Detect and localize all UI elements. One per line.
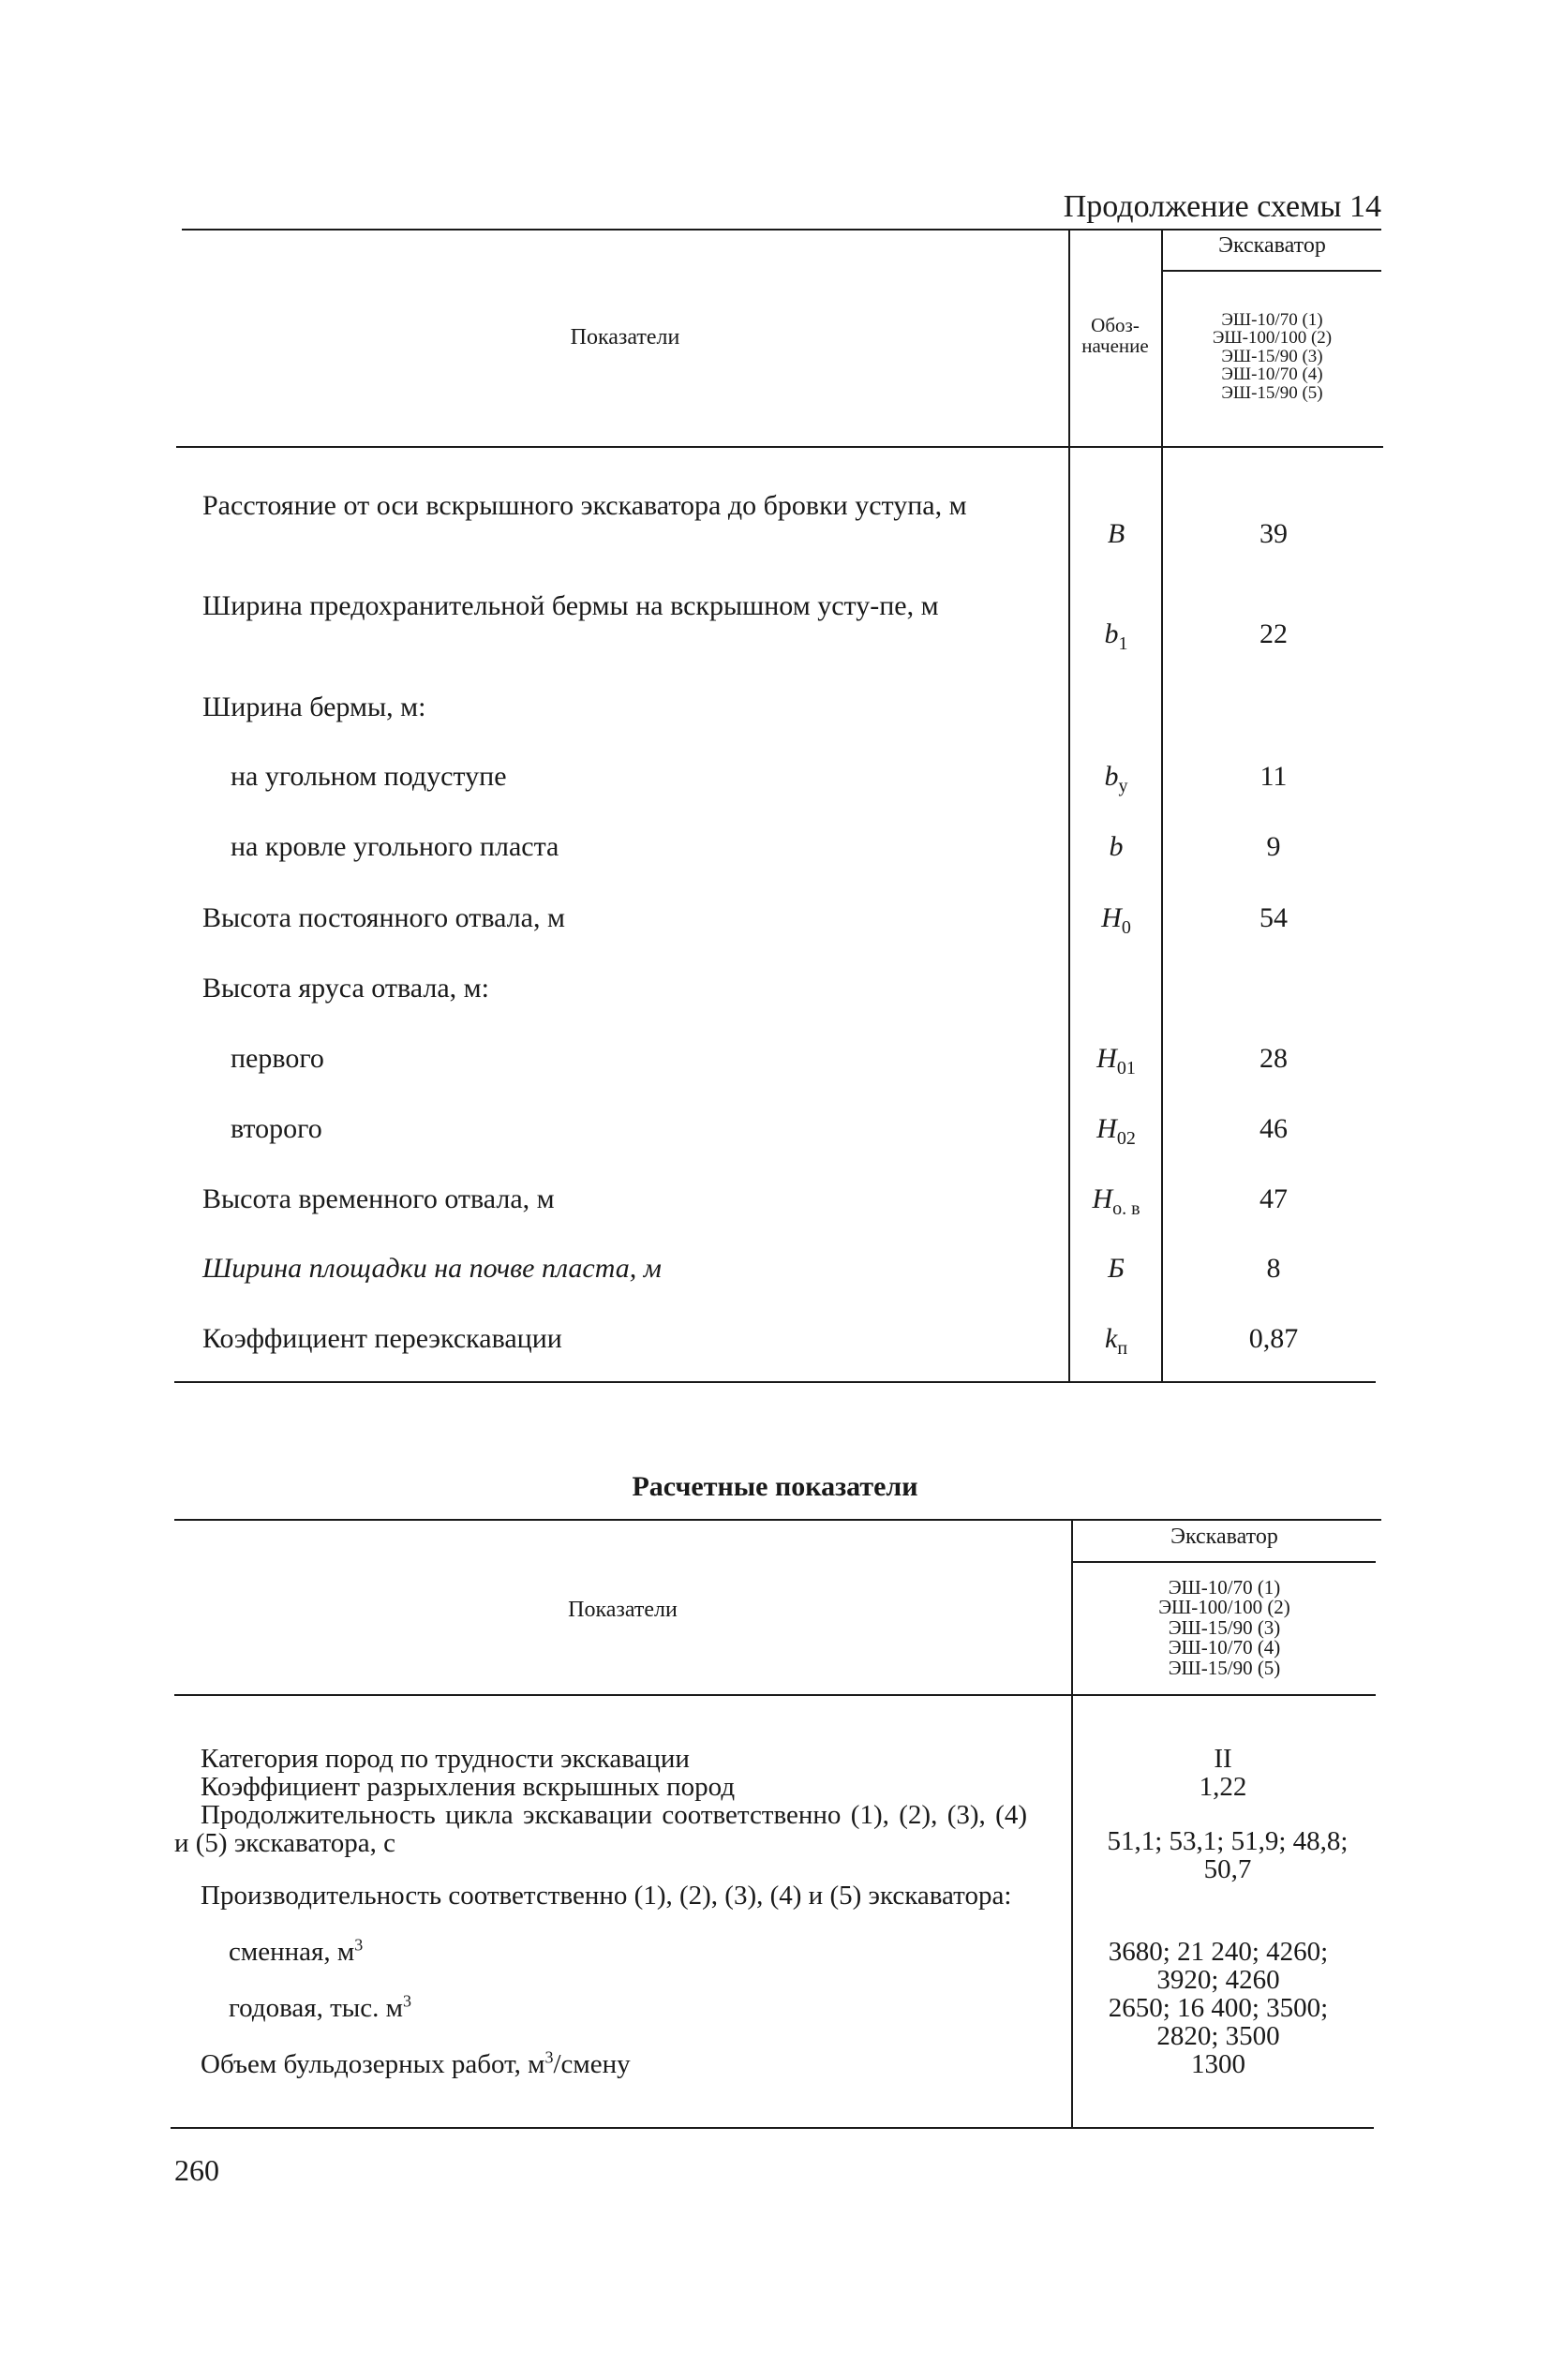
table2-row-label: Продолжительность цикла экскавации соответственно (1), (2), (3), (4) и (5) экскаватора, с — [174, 1800, 1027, 1858]
table2-model-4: ЭШ-10/70 (4) — [1168, 1636, 1281, 1659]
table1-row-symbol: $H_{01}$ — [1096, 1043, 1136, 1078]
table1-row-value: 46 — [1259, 1113, 1288, 1144]
table2-header-indicators: Показатели — [568, 1598, 678, 1622]
table2-model-5: ЭШ-15/90 (5) — [1168, 1656, 1281, 1679]
table1-row-label: второго — [231, 1113, 322, 1144]
table1-model-1: ЭШ-10/70 (1) — [1221, 310, 1323, 330]
table1-row-symbol: $k_п$ — [1104, 1323, 1128, 1359]
table1-row-label: первого — [231, 1043, 324, 1074]
table1-row-label: на угольном подуступе — [231, 761, 507, 792]
table1-row-symbol: B — [1107, 518, 1125, 549]
table1-row-label: Ширина площадки на почве пласта, м — [202, 1253, 662, 1284]
table1-header-rule — [176, 446, 1383, 448]
table2-model-2: ЭШ-100/100 (2) — [1158, 1596, 1290, 1619]
table1-row-symbol: $b_у$ — [1104, 761, 1128, 796]
table1-excavator-rule — [1163, 270, 1381, 272]
table1-model-3: ЭШ-15/90 (3) — [1221, 346, 1323, 366]
table1-row-value: 54 — [1259, 902, 1288, 933]
table1-bottom-rule — [174, 1381, 1376, 1383]
table1-row-label: Расстояние от оси вскрышного экскаватора до бровки уступа, м — [202, 490, 967, 521]
table1-row-label: Коэффициент переэкскавации — [202, 1323, 562, 1354]
table1-top-rule — [182, 229, 1381, 231]
table1-row-label: Высота яруса отвала, м: — [202, 973, 489, 1004]
table1-row-value: 47 — [1259, 1183, 1288, 1214]
table1-header-models — [1163, 311, 1381, 402]
table2-bottom-rule — [171, 2127, 1374, 2129]
table1-model-2: ЭШ-100/100 (2) — [1212, 328, 1333, 349]
table1-model-5: ЭШ-15/90 (5) — [1221, 382, 1323, 403]
table1-row-label: Высота временного отвала, м — [202, 1183, 555, 1214]
table1-row-symbol: $b_1$ — [1104, 618, 1128, 654]
table2-row-value: 3680; 21 240; 4260; 3920; 4260 — [1108, 1937, 1329, 1995]
table2-header-excavator: Экскаватор — [1170, 1525, 1278, 1549]
table1-row-symbol: $H_0$ — [1101, 902, 1131, 938]
continuation-title: Продолжение схемы 14 — [1063, 189, 1381, 224]
table1-row-symbol: b — [1109, 831, 1124, 862]
table1-row-symbol: $H_{02}$ — [1096, 1113, 1136, 1149]
table2-model-3: ЭШ-15/90 (3) — [1168, 1615, 1281, 1639]
table1-row-label: Ширина предохранительной бермы на вскрышном усту-пе, м — [202, 590, 939, 621]
page-number: 260 — [174, 2153, 219, 2187]
table1-row-value: 8 — [1266, 1253, 1281, 1284]
table2-row-label: годовая, тыс. $м^3$ — [229, 1991, 411, 2023]
table1-row-value: 28 — [1259, 1043, 1288, 1074]
table1-row-label: на кровле угольного пласта — [231, 831, 559, 862]
table1-header-excavator: Экскаватор — [1218, 233, 1326, 258]
table1-row-label: Ширина бермы, м: — [202, 692, 426, 722]
table1-header-indicators: Показатели — [570, 325, 680, 350]
table2-row-value: 1,22 — [1199, 1772, 1247, 1802]
table1-row-value: 11 — [1259, 761, 1288, 792]
section-title: Расчетные показатели — [632, 1471, 918, 1502]
table2-row-label: Объем бульдозерных работ, $м^3$/смену — [201, 2047, 631, 2079]
table2-row-label: Коэффициент разрыхления вскрышных пород — [201, 1772, 736, 1802]
table1-header-symbol: Обоз- начение — [1081, 314, 1149, 358]
table2-header-rule — [174, 1694, 1376, 1696]
table1-row-symbol: Б — [1108, 1253, 1125, 1284]
table2-excavator-rule — [1073, 1561, 1376, 1563]
table1-row-value: 9 — [1266, 831, 1281, 862]
table2-row-label: Категория пород по трудности экскавации — [201, 1744, 690, 1774]
table2-row-value: 51,1; 53,1; 51,9; 48,8; 50,7 — [1107, 1826, 1349, 1884]
table2-row-value: II — [1214, 1744, 1232, 1774]
table1-row-value: 22 — [1259, 618, 1288, 649]
table1-row-value: 0,87 — [1248, 1323, 1299, 1354]
table2-row-label: сменная, $м^3$ — [229, 1935, 364, 1967]
table2-row-label: Производительность соответственно (1), (2), (3), (4) и (5) экскаватора: — [201, 1881, 1012, 1911]
table2-model-1: ЭШ-10/70 (1) — [1168, 1576, 1281, 1599]
table2-row-value: 1300 — [1191, 2049, 1245, 2079]
table2-header-models — [1073, 1578, 1376, 1678]
table2-row-value: 2650; 16 400; 3500; 2820; 3500 — [1108, 1993, 1329, 2051]
table2-top-rule — [174, 1519, 1381, 1521]
table1-model-4: ЭШ-10/70 (4) — [1221, 364, 1323, 385]
table1-row-symbol: $H_{о. в}$ — [1092, 1183, 1140, 1219]
table1-row-value: 39 — [1259, 518, 1288, 549]
table1-row-label: Высота постоянного отвала, м — [202, 902, 565, 933]
